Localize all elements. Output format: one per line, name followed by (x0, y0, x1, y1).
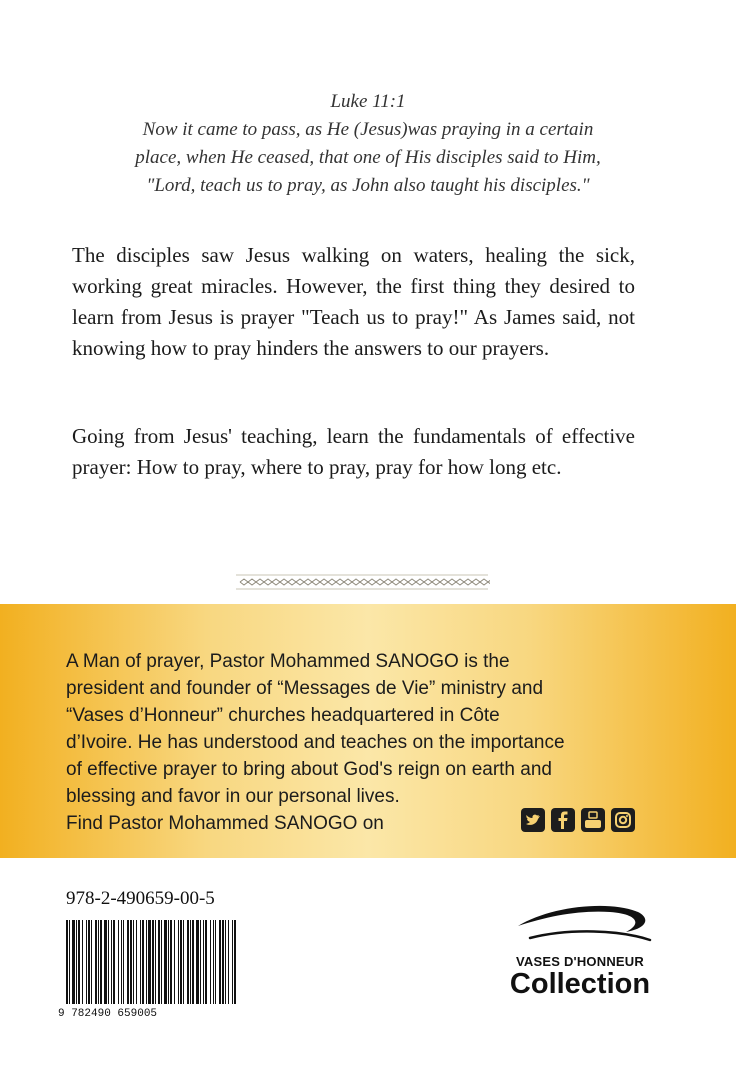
bio-line-2: president and founder of “Messages de Vie” ministry and (66, 678, 544, 699)
scripture-quote (70, 88, 666, 200)
instagram-icon (611, 808, 635, 832)
publisher-collection: Collection (509, 968, 651, 1000)
barcode-digits: 9 782490 659005 (58, 1008, 158, 1018)
bio-line-3: “Vases d’Honneur” churches headquartered in Côte (66, 705, 500, 726)
blurb-paragraph-2: Going from Jesus' teaching, learn the fundamentals of effective prayer: How to pray, where to pray, pray for how long etc. (72, 424, 635, 479)
youtube-icon (581, 808, 605, 832)
publisher-brand: VASES D'HONNEUR (516, 954, 644, 969)
isbn-number: 978-2-490659-00-5 (66, 888, 215, 909)
quote-line-2: place, when He ceased, that one of His disciples said to Him, (135, 147, 601, 168)
quote-reference: Luke 11:1 (330, 91, 406, 112)
blurb-paragraph-1: The disciples saw Jesus walking on waters, healing the sick, working great miracles. However, the first thing they desired to learn from Jesus is prayer "Teach us to pray!" As James said, not knowing how to pray hinders the answers to our prayers. (72, 243, 635, 360)
publisher-logo (500, 900, 660, 1010)
find-author-text: Find Pastor Mohammed SANOGO on (66, 813, 384, 834)
quote-line-3: "Lord, teach us to pray, as John also taught his disciples." (146, 175, 590, 196)
ornament-divider (234, 573, 490, 591)
barcode (58, 918, 243, 1018)
publisher-swoosh-icon (500, 900, 660, 952)
twitter-icon (521, 808, 545, 832)
social-icons (521, 808, 635, 832)
bio-line-6: blessing and favor in our personal lives. (66, 786, 400, 807)
bio-line-4: d’Ivoire. He has understood and teaches on the importance (66, 732, 565, 753)
bio-line-1: A Man of prayer, Pastor Mohammed SANOGO is the (66, 651, 510, 672)
facebook-icon (551, 808, 575, 832)
bio-line-5: of effective prayer to bring about God's reign on earth and (66, 759, 552, 780)
quote-line-1: Now it came to pass, as He (Jesus)was praying in a certain (142, 119, 594, 140)
